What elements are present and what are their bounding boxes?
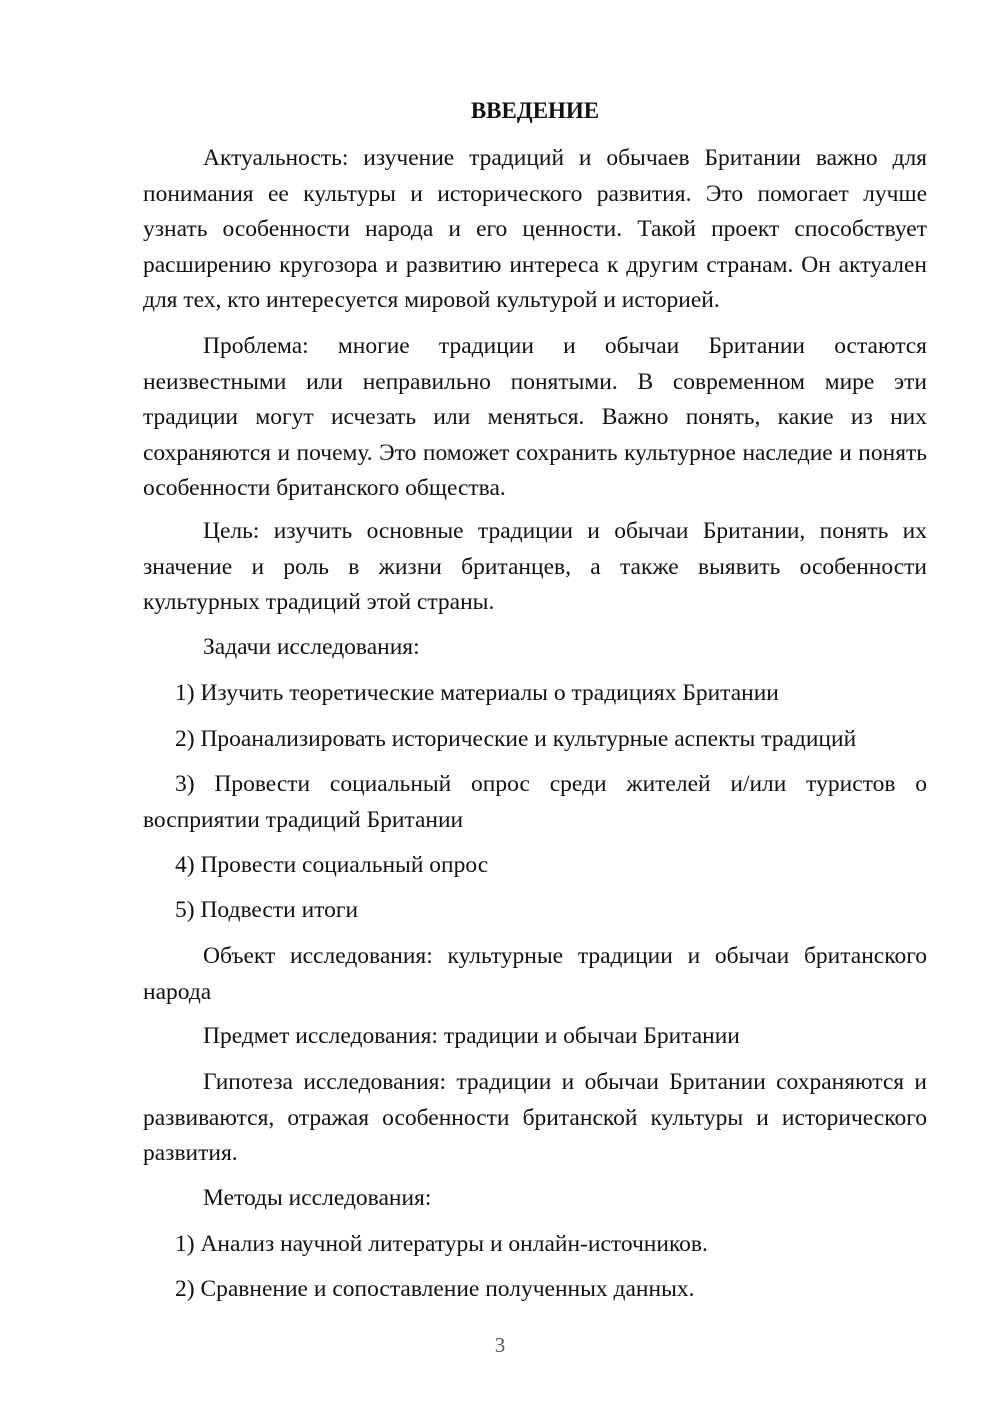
paragraph-hypothesis: Гипотеза исследования: традиции и обычаи Британии сохраняются и развиваются, отражая особенности британской культуры и исторического развития.	[143, 1069, 927, 1166]
paragraph-relevance: Актуальность: изучение традиций и обычаев Британии важно для понимания ее культуры и исторического развития. Это помогает лучше узнать особенности народа и его ценности. Такой проект способствует расширению кругозора и развитию интереса к другим странам. Он актуален для тех, кто интересуется мировой культурой и историей.	[143, 145, 927, 313]
paragraph-object: Объект исследования: культурные традиции и обычаи британского народа	[143, 943, 927, 1005]
list-item-task-3: 3) Провести социальный опрос среди жителей и/или туристов о восприятии традиций Британии	[143, 771, 927, 833]
paragraph-methods-heading: Методы исследования:	[203, 1185, 432, 1211]
page-title: ВВЕДЕНИЕ	[470, 98, 600, 123]
paragraph-subject: Предмет исследования: традиции и обычаи Британии	[203, 1023, 740, 1049]
list-item-task-5: 5) Подвести итоги	[175, 897, 359, 923]
list-item-task-4: 4) Провести социальный опрос	[175, 852, 489, 878]
paragraph-tasks-heading: Задачи исследования:	[203, 634, 420, 660]
list-item-method-2: 2) Сравнение и сопоставление полученных данных.	[175, 1276, 695, 1302]
paragraph-goal: Цель: изучить основные традиции и обычаи Британии, понять их значение и роль в жизни британцев, а также выявить особенности культурных традиций этой страны.	[143, 518, 927, 615]
list-item-method-1: 1) Анализ научной литературы и онлайн-источников.	[175, 1231, 708, 1257]
page-number: 3	[494, 1333, 506, 1357]
list-item-task-1: 1) Изучить теоретические материалы о традициях Британии	[175, 680, 779, 706]
paragraph-problem: Проблема: многие традиции и обычаи Британии остаются неизвестными или неправильно понятыми. В современном мире эти традиции могут исчезать или меняться. Важно понять, какие из них сохраняются и почему. Это поможет сохранить культурное наследие и понять особенности британского общества.	[143, 333, 927, 501]
list-item-task-2: 2) Проанализировать исторические и культурные аспекты традиций	[175, 726, 857, 752]
